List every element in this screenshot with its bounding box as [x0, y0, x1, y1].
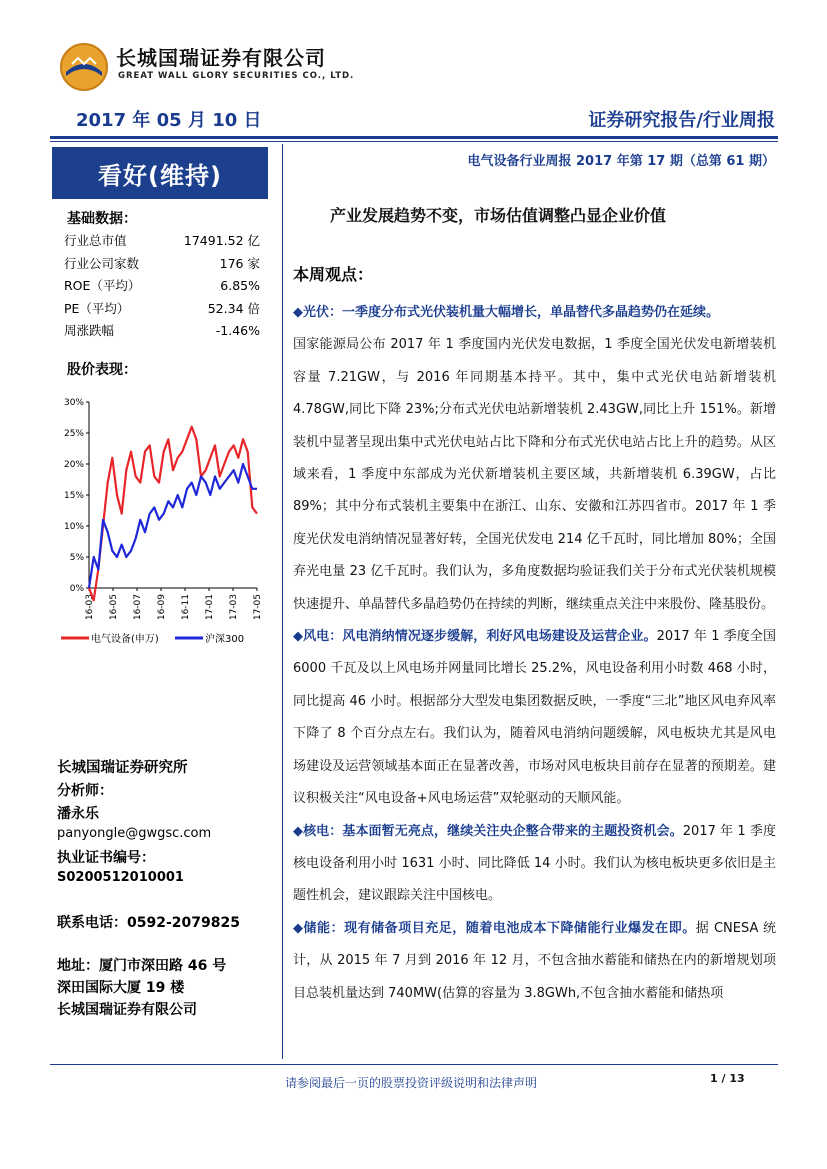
- report-date: 2017 年 05 月 10 日: [76, 110, 262, 131]
- paragraph-nuclear-head: ◆核电：基本面暂无亮点，继续关注央企整合带来的主题投资机会。: [293, 823, 683, 839]
- paragraph-wind-body: 2017 年 1 季度全国6000 千瓦及以上风电场并网量同比增长 25.2%，风电设备利用小时数 468 小时，同比提高 46 小时。根据部分大型发电集团数据反映，一季度“三北”地区风电弃风率下降了 8 个百分点左右。我们认为，随着风电消纳问题缓解，风电板块尤其是风电场建设及运营领域基本面正在显著改善，市场对风电板块目前存在显著的预期差。建议积极关注“风电设备+风电场运营”双轮驱动的天顺风能。: [293, 629, 776, 807]
- paragraph-pv: [293, 297, 776, 621]
- paragraph-storage-body: 据 CNESA 统计，从 2015 年 7 月到 2016 年 12 月，不包含抽水蓄能和储热在内的新增规划项目总装机量达到 740MW(估算的容量为 3.8GWh,不包含抽水蓄能和储热项: [293, 920, 777, 1001]
- x-tick-label: 17-01: [205, 594, 215, 621]
- header-divider-thin: [50, 141, 778, 142]
- paragraph-wind: [293, 621, 776, 815]
- analyst-name: 潘永乐: [57, 806, 99, 822]
- phone: 联系电话：0592-2079825: [57, 915, 240, 931]
- x-tick-label: 16-11: [181, 594, 191, 621]
- stat-row: 行业公司家数 176 家: [64, 255, 260, 271]
- legend-label: 电气设备(申万): [91, 634, 159, 645]
- chart-heading: 股价表现：: [67, 362, 137, 378]
- page-number: 1 / 13: [710, 1072, 745, 1085]
- x-tick-label: 16-09: [157, 594, 167, 621]
- x-tick-label: 16-05: [109, 594, 119, 621]
- column-divider: [282, 144, 283, 1059]
- x-tick-label: 16-07: [133, 594, 143, 621]
- stat-row: PE（平均） 52.34 倍: [64, 300, 260, 316]
- paragraph-storage-head: ◆储能：现有储备项目充足，随着电池成本下降储能行业爆发在即。: [293, 920, 696, 936]
- cert-label: 执业证书编号：: [57, 850, 155, 866]
- stat-row: 行业总市值 17491.52 亿: [64, 233, 260, 248]
- footer-divider: [50, 1064, 778, 1065]
- price-chart: [57, 390, 279, 660]
- rating-badge: 看好(维持): [52, 147, 268, 199]
- cert-number: S0200512010001: [57, 870, 184, 885]
- institute-name: 长城国瑞证券研究所: [57, 760, 188, 776]
- price-chart-svg: [57, 390, 279, 660]
- address-line-1: 地址：厦门市深田路 46 号: [57, 958, 227, 974]
- footer-disclaimer: 请参阅最后一页的股票投资评级说明和法律声明: [285, 1076, 538, 1090]
- paragraph-nuclear: [293, 816, 776, 913]
- report-type: 证券研究报告/行业周报: [588, 110, 775, 131]
- legend-label: 沪深300: [205, 634, 245, 645]
- paragraph-pv-body: 国家能源局公布 2017 年 1 季度国内光伏发电数据，1 季度全国光伏发电新增装机容量 7.21GW，与 2016 年同期基本持平。其中，集中式光伏电站新增装机 4.78GW,同比下降 23%;分布式光伏电站新增装机 2.43GW,同比上升 151%。新增装机中显著呈现出集中式光伏电站占比下降和分布式光伏电站占比上升的趋势。从区域来看，1 季度中东部成为光伏新增装机主要区域，共新增装机 6.39GW，占比 89%；其中分布式装机主要集中在浙江、山东、安徽和江苏四省市。2017 年 1 季度光伏发电消纳情况显著好转，全国光伏发电 214 亿千瓦时，同比增加 80%；全国弃光电量 23 亿千瓦时。我们认为，多角度数据均验证我们关于分布式光伏装机规模快速提升、单晶替代多晶趋势仍在持续的判断，继续重点关注中来股份、隆基股份。: [293, 337, 776, 612]
- stat-row: 周涨跌幅 -1.46%: [64, 323, 260, 338]
- report-title: 产业发展趋势不变，市场估值调整凸显企业价值: [330, 206, 667, 225]
- address-line-2: 深田国际大厦 19 楼: [57, 980, 185, 996]
- y-tick-label: 0%: [69, 584, 84, 594]
- report-body: [293, 297, 776, 1010]
- series-line-0: [89, 427, 257, 601]
- stat-row: ROE（平均） 6.85%: [64, 278, 260, 293]
- basic-data-table: [64, 230, 260, 343]
- x-tick-label: 17-03: [229, 594, 239, 621]
- y-tick-label: 15%: [63, 491, 84, 501]
- company-logo: [58, 42, 110, 92]
- x-tick-label: 16-03: [85, 594, 95, 621]
- section-heading: 本周观点：: [293, 265, 374, 284]
- basic-data-heading: 基础数据：: [67, 211, 137, 227]
- y-tick-label: 5%: [69, 553, 84, 563]
- header-divider: [50, 136, 778, 139]
- x-tick-label: 17-05: [253, 594, 263, 621]
- report-subtitle: 电气设备行业周报 2017 年第 17 期（总第 61 期）: [467, 154, 775, 169]
- y-tick-label: 25%: [63, 429, 84, 439]
- analyst-email[interactable]: panyongle@gwgsc.com: [57, 826, 212, 841]
- address-line-3: 长城国瑞证券有限公司: [57, 1002, 197, 1018]
- y-tick-label: 10%: [63, 522, 84, 532]
- paragraph-wind-head: ◆风电：风电消纳情况逐步缓解，利好风电场建设及运营企业。: [293, 629, 657, 645]
- paragraph-pv-head: ◆光伏：一季度分布式光伏装机量大幅增长，单晶替代多晶趋势仍在延续。: [293, 305, 719, 320]
- company-name-en: GREAT WALL GLORY SECURITIES CO., LTD.: [118, 71, 355, 81]
- y-tick-label: 30%: [63, 398, 84, 408]
- paragraph-nuclear-body: 2017 年 1 季度核电设备利用小时 1631 小时、同比降低 14 小时。我们认为核电板块更多依旧是主题性机会，建议跟踪关注中国核电。: [293, 823, 776, 904]
- y-tick-label: 20%: [63, 460, 84, 470]
- series-line-1: [89, 464, 257, 588]
- analyst-label: 分析师：: [57, 783, 113, 799]
- paragraph-storage: [293, 913, 776, 1010]
- company-name-cn: 长城国瑞证券有限公司: [116, 46, 326, 70]
